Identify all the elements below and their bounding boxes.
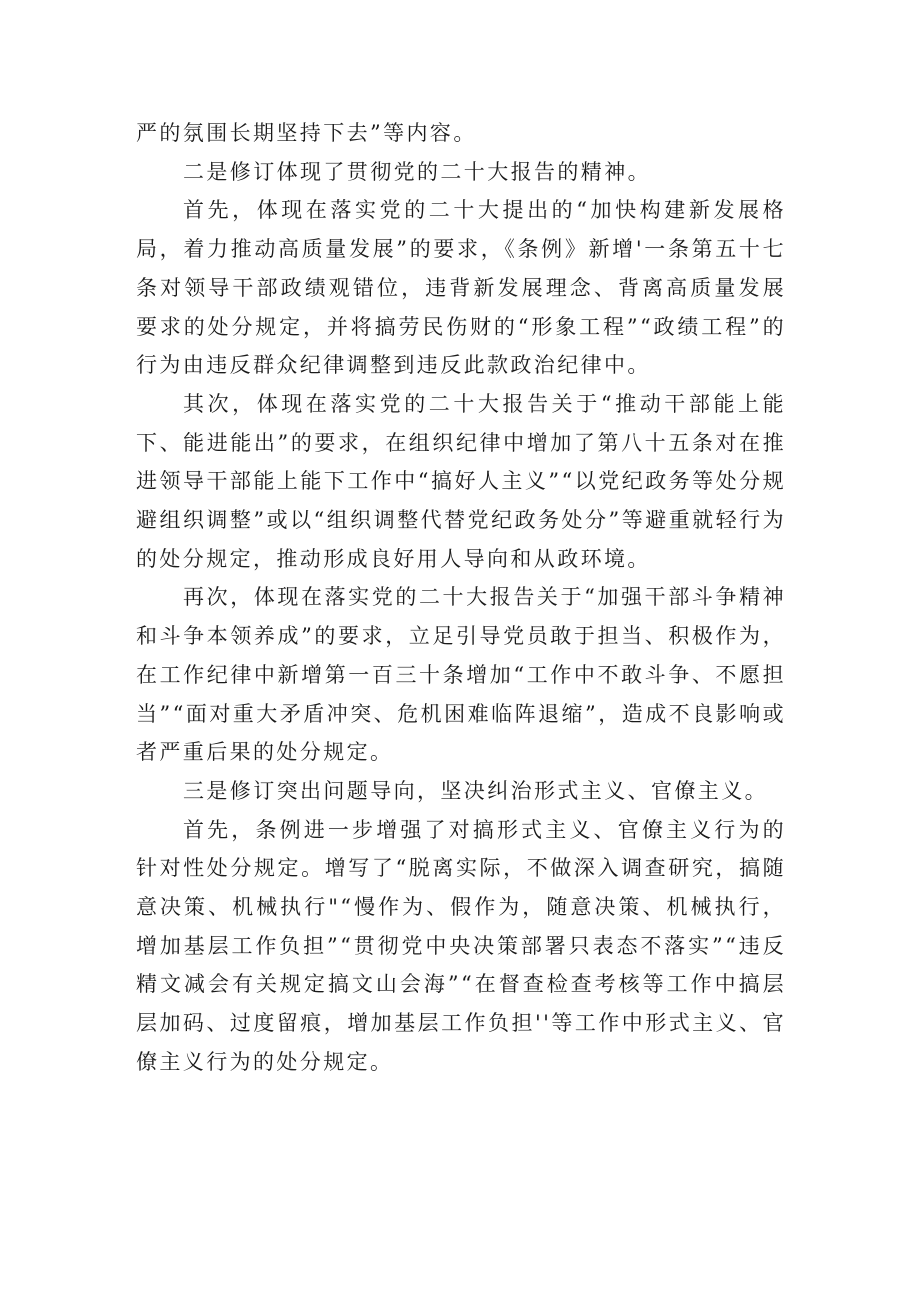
- paragraph-7: 首先，条例进一步增强了对搞形式主义、官僚主义行为的针对性处分规定。增写了“脱离实际，不做深入调查研究，搞随意决策、机械执行"“慢作为、假作为，随意决策、机械执行，增加基层工作负担”“贯彻党中央决策部署只表态不落实”“违反精文减会有关规定搞文山会海”“在督查检查考核等工作中搞层层加码、过度留痕，增加基层工作负担''等工作中形式主义、官僚主义行为的处分规定。: [136, 817, 786, 1074]
- paragraph-4: 其次，体现在落实党的二十大报告关于“推动干部能上能下、能进能出”的要求，在组织纪律中增加了第八十五条对在推进领导干部能上能下工作中“搞好人主义”“以党纪政务等处分规避组织调整”或以“组织调整代替党纪政务处分”等避重就轻行为的处分规定，推动形成良好用人导向和从政环境。: [136, 391, 786, 571]
- paragraph-1: 严的氛围长期坚持下去”等内容。: [136, 121, 477, 145]
- paragraph-5: 再次，体现在落实党的二十大报告关于“加强干部斗争精神和斗争本领养成”的要求，立足引导党员敢于担当、积极作为，在工作纪律中新增第一百三十条增加“工作中不敢斗争、不愿担当”“面对重大矛盾冲突、危机困难临阵退缩”，造成不良影响或者严重后果的处分规定。: [136, 585, 786, 765]
- paragraph-3: 首先，体现在落实党的二十大提出的“加快构建新发展格局，着力推动高质量发展”的要求，《条例》新增'一条第五十七条对领导干部政绩观错位，违背新发展理念、背离高质量发展要求的处分规定，并将搞劳民伤财的“形象工程”“政绩工程”的行为由违反群众纪律调整到违反此款政治纪律中。: [136, 198, 786, 378]
- paragraph-6: 三是修订突出问题导向，坚决纠治形式主义、官僚主义。: [183, 778, 768, 803]
- paragraph-2: 二是修订体现了贯彻党的二十大报告的精神。: [183, 159, 651, 184]
